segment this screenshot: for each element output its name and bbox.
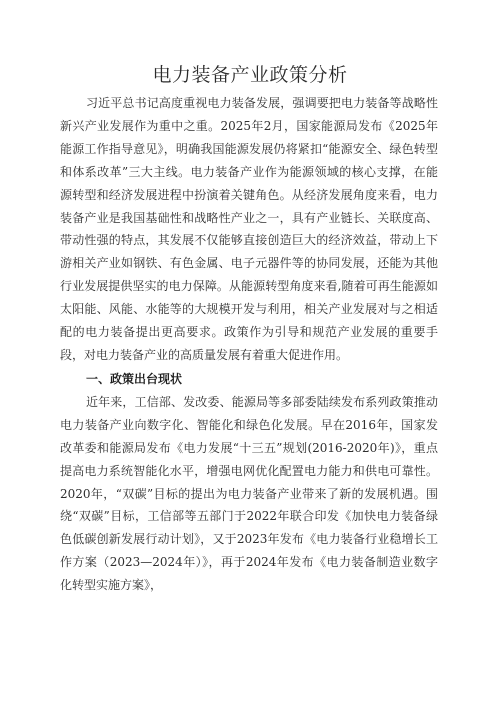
section-paragraph: 近年来，工信部、发改委、能源局等多部委陆续发布系列政策推动电力装备产业向数字化、智能化和绿色化发展。早在2016年，国家发改革委和能源局发布《电力发展“十三五”规划(2016-2020年)》，重点提高电力系统智能化水平，增强电网优化配置电力能力和供电可靠性。2020年，“双碳”目标的提出为电力装备产业带来了新的发展机遇。围绕“双碳”目标，工信部等五部门于2022年联合印发《加快电力装备绿色低碳创新发展行动计划》，又于2023年发布《电力装备行业稳增长工作方案（2023—2024年）》，再于2024年发布《电力装备制造业数字化转型实施方案》，: [60, 394, 438, 593]
document-title: 电力装备产业政策分析: [152, 64, 348, 86]
intro-paragraph: 习近平总书记高度重视电力装备发展，强调要把电力装备等战略性新兴产业发展作为重中之重。2025年2月，国家能源局发布《2025年能源工作指导意见》，明确我国能源发展仍将紧扣“能源安全、绿色转型和体系改革”三大主线。电力装备产业作为能源领域的核心支撑，在能源转型和经济发展进程中扮演着关键角色。从经济发展角度来看，电力装备产业是我国基础性和战略性产业之一，具有产业链长、关联度高、带动性强的特点，其发展不仅能够直接创造巨大的经济效益，带动上下游相关产业如钢铁、有色金属、电子元器件等的协同发展，还能为其他行业发展提供坚实的电力保障。从能源转型角度来看,随着可再生能源如太阳能、风能、水能等的大规模开发与利用，相关产业发展对与之相适配的电力装备提出更高要求。政策作为引导和规范产业发展的重要手段，对电力装备产业的高质量发展有着重大促进作用。: [60, 96, 438, 362]
document-body: [60, 92, 438, 597]
section-heading: 一、政策出台现状: [86, 371, 183, 386]
